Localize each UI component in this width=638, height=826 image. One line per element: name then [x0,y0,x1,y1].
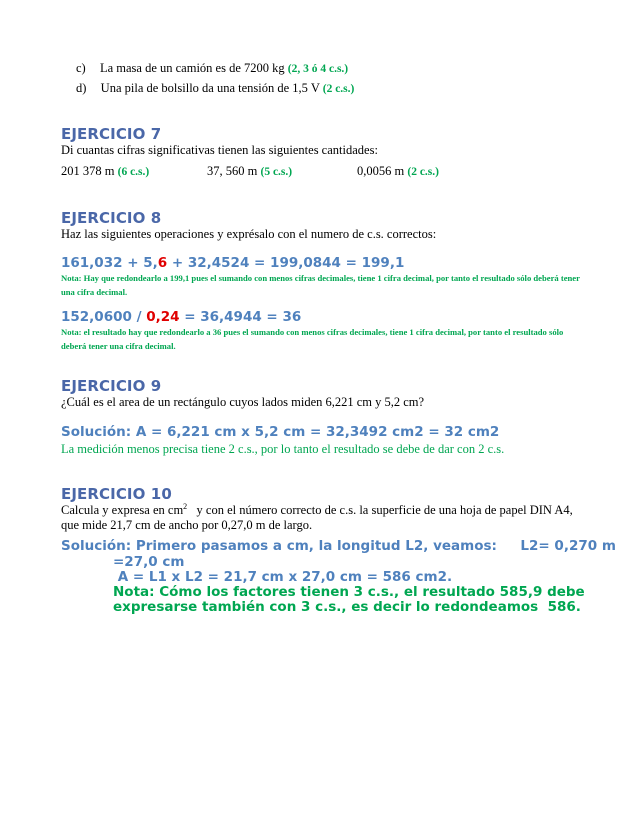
exercise-10-solution-line-3: A = L1 x L2 = 21,7 cm x 27,0 cm = 586 cm2. [113,569,453,585]
exercise-8-note-2: Nota: el resultado hay que redondearlo a 36 pues el sumando con menos cifras decimales, tiene 1 cifra decimal, por tanto el resultado sólo deberá tener una cifra decimal. [61,327,564,351]
item-hint: (2, 3 ó 4 c.s.) [287,63,349,75]
exercise-10-question-line-2: que mide 21,7 cm de ancho por 0,27,0 m de largo. [61,518,313,532]
question-text: y con el número correcto de c.s. la superficie de una hoja de papel DIN A4, [187,503,573,518]
exercise-8-operation-2 [61,309,301,325]
quantity-value: 0,0056 m [357,164,405,178]
exercise-7-quantity-1 [61,164,149,179]
item-text: La masa de un camión es de 7200 kg [99,61,285,75]
item-text: Una pila de bolsillo da una tensión de 1,5 V [100,81,320,95]
exercise-9-explanation: La medición menos precisa tiene 2 c.s., por lo tanto el resultado se debe de dar con 2 c.s. [61,442,505,456]
list-item-d [76,81,354,96]
question-text: Calcula y expresa en cm [61,503,184,518]
operation-part: = 36,4944 = 36 [179,309,302,325]
exercise-9-solution: Solución: A = 6,221 cm x 5,2 cm = 32,3492 cm2 = 32 cm2 [61,424,500,440]
highlighted-value: 0,24 [146,309,180,325]
exercise-7-question: Di cuantas cifras significativas tienen las siguientes cantidades: [61,143,378,157]
exercise-9-question: ¿Cuál es el area de un rectángulo cuyos lados miden 6,221 cm y 5,2 cm? [61,395,425,409]
quantity-hint: (6 c.s.) [117,166,150,178]
exercise-10-note-line-1: Nota: Cómo los factores tienen 3 c.s., el resultado 585,9 debe [113,584,585,600]
item-marker: c) [76,61,86,75]
exercise-8-operation-1 [61,255,404,271]
highlighted-digit: 6 [157,255,168,271]
operation-part: 161,032 + 5, [61,255,158,271]
exercise-8-title: EJERCICIO 8 [61,209,162,227]
exercise-10-solution-line-1: Solución: Primero pasamos a cm, la longitud L2, veamos: L2= 0,270 m [61,538,616,554]
operation-part: + 32,4524 = 199,0844 = 199,1 [167,255,405,271]
exercise-10-note-line-2: expresarse también con 3 c.s., es decir lo redondeamos 586. [113,599,581,615]
quantity-value: 37, 560 m [207,164,258,178]
item-marker: d) [76,81,87,95]
exercise-10-solution-line-2: =27,0 cm [113,554,185,570]
exercise-7-title: EJERCICIO 7 [61,125,162,143]
exercise-10-question-line-1 [61,502,573,518]
exercise-8-note-1: Nota: Hay que redondearlo a 199,1 pues el sumando con menos cifras decimales, tiene 1 cifra decimal, por tanto el resultado sólo deberá tener una cifra decimal. [61,273,580,297]
quantity-hint: (2 c.s.) [407,166,439,178]
exercise-9-title: EJERCICIO 9 [61,377,162,395]
list-item-c [76,61,348,76]
quantity-value: 201 378 m [61,164,115,178]
exercise-10-title: EJERCICIO 10 [61,485,172,503]
superscript: 2 [183,502,188,511]
exercise-7-quantity-3 [357,164,439,179]
quantity-hint: (5 c.s.) [260,166,293,178]
item-hint: (2 c.s.) [322,83,355,95]
exercise-7-quantity-2 [207,164,292,179]
exercise-8-question: Haz las siguientes operaciones y exprésalo con el numero de c.s. correctos: [61,227,437,241]
operation-part: 152,0600 / [61,309,147,325]
